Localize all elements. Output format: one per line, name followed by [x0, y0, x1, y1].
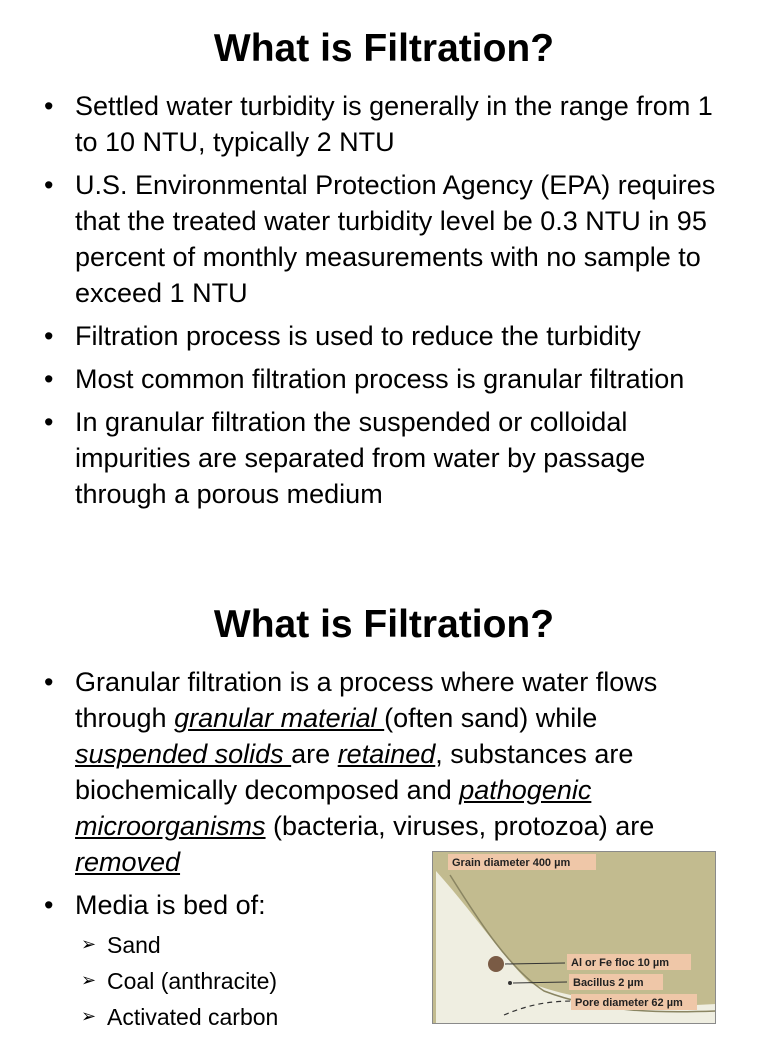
- definition-text-1: Granular filtration is a process where water flows through: [75, 667, 658, 733]
- section-2-title: What is Filtration?: [213, 603, 555, 646]
- media-item-activated-carbon: ➢ Activated carbon: [81, 999, 734, 1035]
- floc-label: Al or Fe floc 10 µm: [571, 957, 670, 969]
- floc-particle: [488, 956, 504, 972]
- definition-text-2: (often sand) while: [384, 703, 598, 733]
- bacillus-particle: [508, 981, 512, 985]
- section-1-title: What is Filtration?: [213, 27, 555, 70]
- bullet-granular-filtration: • In granular filtration the suspended or colloidal impurities are separated from water by passage through a porous medium: [44, 404, 734, 512]
- definition-text-5: (bacteria, viruses, protozoa) are: [265, 811, 655, 841]
- media-bed-label: Media is bed of:: [75, 890, 266, 920]
- bullet-settled-turbidity: • Settled water turbidity is generally in the range from 1 to 10 NTU, typically 2 NTU: [44, 88, 734, 160]
- term-granular-material: granular material: [174, 703, 385, 733]
- term-retained: retained: [337, 739, 436, 769]
- bullet-granular-definition: [44, 664, 734, 880]
- filtration-pore-figure: [432, 851, 716, 1024]
- term-removed: removed: [75, 847, 181, 877]
- pore-diameter-label: Pore diameter 62 µm: [575, 997, 683, 1009]
- definition-text-4: , substances are biochemically decomposed and: [75, 739, 634, 805]
- grain-diameter-label: Grain diameter 400 µm: [452, 857, 571, 869]
- media-item-coal: ➢ Coal (anthracite): [81, 963, 734, 999]
- definition-text-3: are: [291, 739, 338, 769]
- media-item-sand: ➢ Sand: [81, 927, 734, 963]
- term-suspended-solids: suspended solids: [75, 739, 292, 769]
- bullet-epa-requirement: • U.S. Environmental Protection Agency (EPA) requires that the treated water turbidity level be 0.3 NTU in 95 percent of monthly measurements with no sample to exceed 1 NTU: [44, 167, 734, 311]
- bullet-common-process: • Most common filtration process is granular filtration: [44, 361, 734, 397]
- bullet-filtration-purpose: • Filtration process is used to reduce the turbidity: [44, 318, 734, 354]
- term-pathogenic-microorganisms: pathogenic microorganisms: [75, 775, 592, 841]
- bacillus-label: Bacillus 2 µm: [573, 977, 644, 989]
- section-1-bullet-list: [44, 88, 734, 519]
